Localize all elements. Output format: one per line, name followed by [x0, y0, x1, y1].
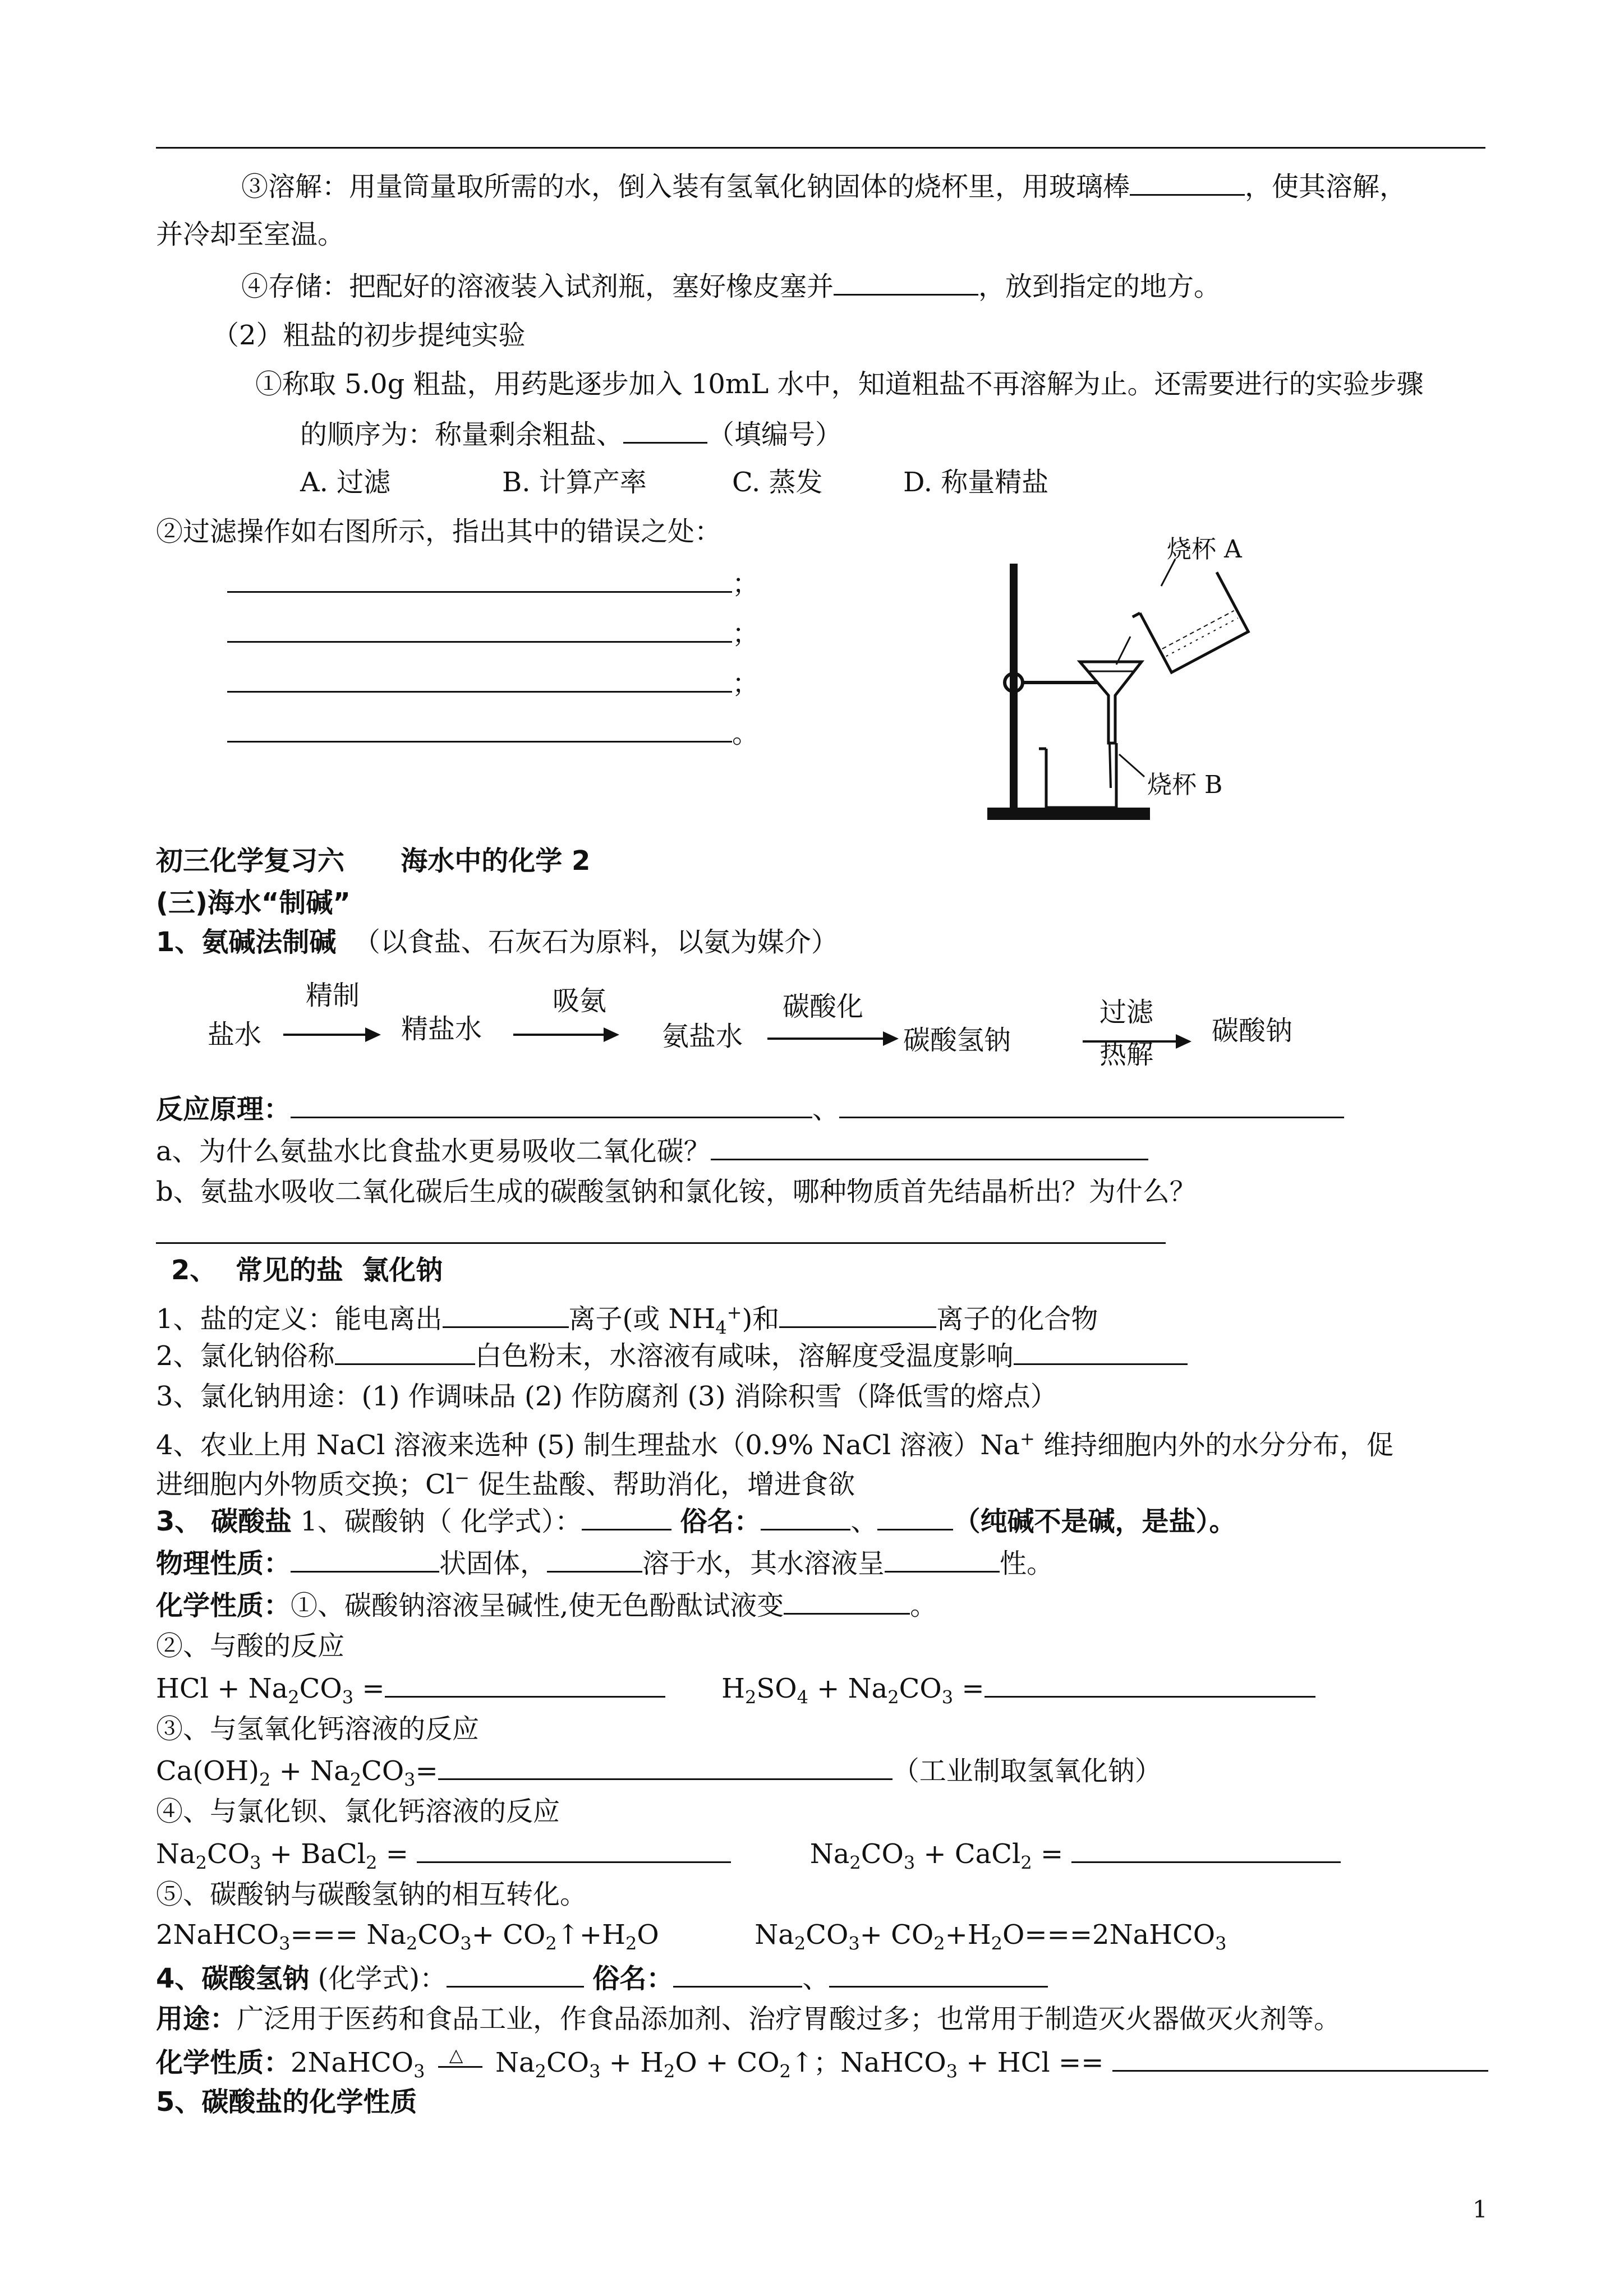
header-rule: [156, 147, 1485, 149]
nacl-uses: 3、氯化钠用途：(1) 作调味品 (2) 作防腐剂 (3) 消除积雪（降低雪的熔点）: [156, 1381, 1057, 1412]
page-number: 1: [1473, 2196, 1488, 2223]
conversion-title: ⑤、碳酸钠与碳酸氢钠的相互转化。: [156, 1879, 587, 1910]
bacl-equations: $Na_2CO_3$ + BaCl$_2$ = $Na_2CO_3$ + CaCl$_2$ =: [156, 1836, 1341, 1880]
flow-arrow-1: [283, 1034, 379, 1036]
bacl-title: ④、与氯化钡、氯化钙溶液的反应: [156, 1796, 560, 1827]
flow-arrow-3: [767, 1038, 896, 1040]
flow-label-carbonate: 碳酸化: [783, 991, 864, 1022]
flow-label-filter: 过滤: [1099, 997, 1154, 1028]
carbonate-properties-title: 5、碳酸盐的化学性质: [156, 2086, 417, 2118]
option-b: B. 计算产率: [502, 467, 647, 498]
flow-refined-brine: 精盐水: [401, 1013, 482, 1045]
flow-arrow-2: [513, 1034, 617, 1036]
answer-line-1: ；: [227, 565, 759, 601]
flow-sodium-bicarbonate: 碳酸氢钠: [903, 1025, 1011, 1056]
answer-blank[interactable]: [623, 416, 707, 444]
chemical-props: 化学性质：①、碳酸钠溶液呈碱性,使无色酚酞试液变 。: [156, 1587, 937, 1622]
salt-heading: （2）粗盐的初步提纯实验: [212, 320, 526, 351]
flow-label-pyrolysis: 热解: [1099, 1039, 1154, 1070]
flow-salt-water: 盐水: [208, 1019, 262, 1050]
answer-rule-b[interactable]: [156, 1242, 1166, 1244]
nacl-farm-2: 进细胞内外物质交换；Cl− 促生盐酸、帮助消化，增进食欲: [156, 1467, 855, 1500]
bicarbonate-uses: 用途：广泛用于医药和食品工业，作食品添加剂、治疗胃酸过多；也常用于制造灭火器做灭火剂等。: [156, 2003, 1341, 2035]
beaker-a-label: 烧杯 A: [1167, 535, 1242, 564]
flow-label-absorb: 吸氨: [553, 985, 607, 1017]
principle-line: 反应原理： 、: [156, 1091, 1344, 1126]
option-d: D. 称量精盐: [903, 467, 1049, 498]
question-b: b、氨盐水吸收二氧化碳后生成的碳酸氢钠和氯化铵，哪种物质首先结晶析出？为什么？: [156, 1176, 1197, 1207]
option-c: C. 蒸发: [732, 467, 823, 498]
caoh-title: ③、与氢氧化钙溶液的反应: [156, 1713, 480, 1745]
salt-definition: 1、盐的定义：能电离出 离子(或 $NH_4^+$)和 离子的化合物: [156, 1302, 1098, 1339]
bicarbonate-chem: 化学性质：2NaHCO$_3$ △ $Na_2CO_3 + H_2O$ + $CO_2↑$；NaHCO$_3$ + HCl ==: [156, 2044, 1488, 2088]
beaker-b-label: 烧杯 B: [1147, 771, 1223, 799]
nacl-common-name: 2、氯化钠俗称 白色粉末，水溶液有咸味，溶解度受温度影响: [156, 1338, 1188, 1373]
section-title: (三)海水“制碱”: [156, 887, 351, 919]
filter-question: ②过滤操作如右图所示，指出其中的错误之处：: [156, 516, 722, 547]
answer-line-2: ；: [227, 615, 759, 651]
dissolve-line: ③溶解：用量筒量取所需的水，倒入装有氢氧化钠固体的烧杯里，用玻璃棒 ，使其溶解，: [241, 168, 1406, 204]
heat-condition: △: [434, 2046, 487, 2080]
answer-line-4: 。: [227, 715, 759, 750]
dissolve-line-2: 并冷却至室温。: [156, 219, 345, 250]
option-a: A. 过滤: [300, 467, 391, 498]
bicarbonate-line: 4、碳酸氢钠 (化学式)： 俗名： 、: [156, 1960, 1048, 1995]
acid-equations: HCl + $Na_2CO_3 = H_2SO_4 + Na_2CO_3$ =: [156, 1670, 1315, 1714]
answer-blank[interactable]: [834, 268, 978, 296]
physical-props: 物理性质： 状固体， 溶于水，其水溶液呈 性。: [156, 1545, 1053, 1580]
section2-title: 2、 常见的盐 氯化钠: [171, 1255, 443, 1286]
answer-line-3: ；: [227, 665, 759, 700]
ammonia-title-line: 1、氨碱法制碱 （以食盐、石灰石为原料，以氨为媒介）: [156, 926, 838, 958]
step1-line: ①称取 5.0g 粗盐，用药匙逐步加入 10mL 水中，知道粗盐不再溶解为止。还需要进行的实验步骤: [255, 368, 1424, 400]
filtration-diagram: [976, 524, 1273, 827]
review-title: 初三化学复习六 海水中的化学 2: [156, 845, 591, 877]
flow-sodium-carbonate: 碳酸钠: [1212, 1015, 1293, 1046]
acid-reaction-title: ②、与酸的反应: [156, 1630, 345, 1662]
caoh-equation: $Ca(OH)_2 + Na_2CO_3=$ （工业制取氢氧化钠）: [156, 1753, 1162, 1797]
carbonate-line: 3、 碳酸盐 1、碳酸钠（ 化学式）： 俗名： 、 （纯碱不是碱，是盐）。: [156, 1503, 1236, 1538]
nacl-farm: 4、农业上用 NaCl 溶液来选种 (5) 制生理盐水（0.9% NaCl 溶液）Na+ 维持细胞内外的水分分布，促: [156, 1428, 1394, 1461]
conversion-equations: 2NaHCO$_3$=== $Na_2CO_3+$ $CO_2↑+H_2O$ $Na_2CO_3+$ $CO_2+H_2O===2NaHCO_3$: [156, 1919, 1227, 1954]
store-line: ④存储：把配好的溶液装入试剂瓶，塞好橡皮塞并 ，放到指定的地方。: [241, 268, 1221, 303]
step1-line-2: 的顺序为：称量剩余粗盐、 （填编号）: [300, 416, 842, 451]
question-a: a、为什么氨盐水比食盐水更易吸收二氧化碳？: [156, 1133, 1148, 1168]
answer-blank[interactable]: [1130, 168, 1245, 196]
flow-label-refine: 精制: [306, 980, 360, 1011]
flow-ammonia-brine: 氨盐水: [662, 1021, 743, 1052]
